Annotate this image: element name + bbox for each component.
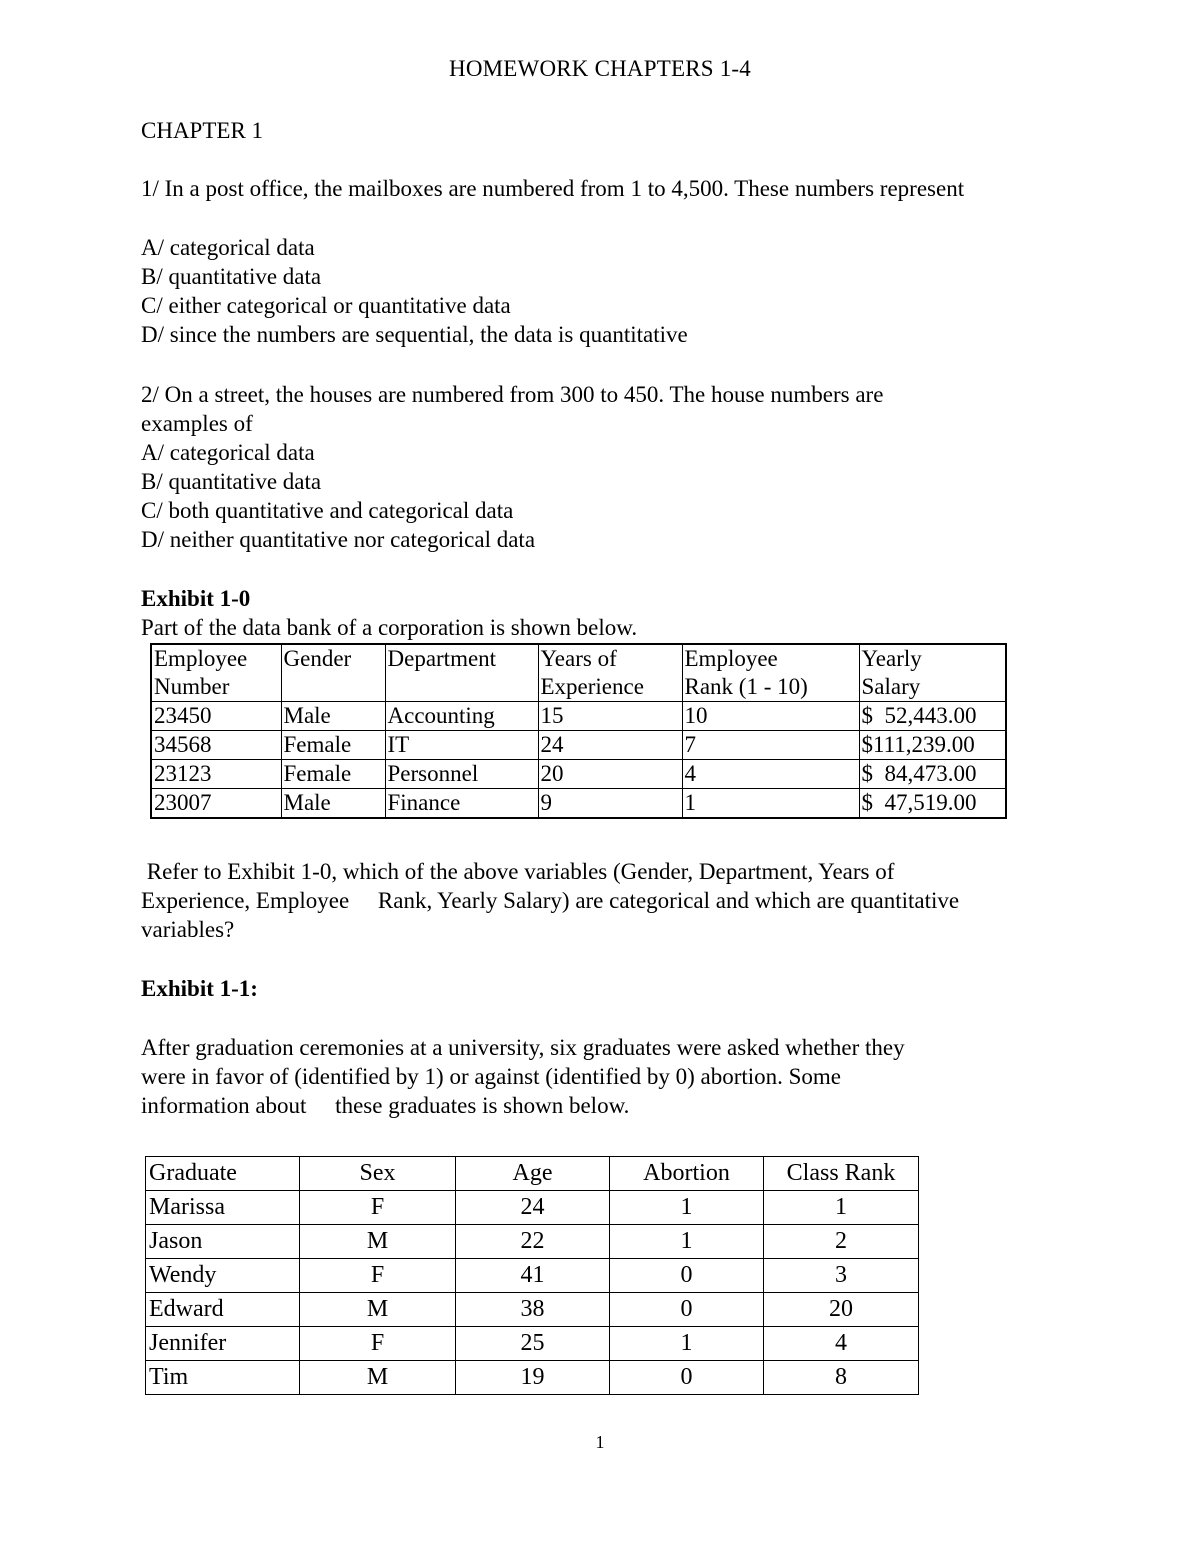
table-cell: 20 — [538, 760, 682, 789]
question-2-option-b: B/ quantitative data — [141, 469, 322, 494]
table-row — [146, 1191, 919, 1225]
table-cell: $ 47,519.00 — [859, 789, 1006, 819]
header-line: Salary — [861, 674, 921, 699]
exhibit-1-1-intro-line-1: After graduation ceremonies at a university, six graduates were asked whether they — [141, 1035, 905, 1060]
table-cell: Personnel — [385, 760, 538, 789]
header-cell — [538, 644, 682, 702]
table-row — [146, 1293, 919, 1327]
table-cell: 23123 — [151, 760, 281, 789]
table-row — [151, 760, 1006, 789]
table-cell: F — [300, 1191, 456, 1225]
table-row — [151, 789, 1006, 819]
table-cell: Finance — [385, 789, 538, 819]
table-cell: 38 — [456, 1293, 610, 1327]
question-2-option-d: D/ neither quantitative nor categorical data — [141, 527, 536, 552]
table-cell: 23450 — [151, 702, 281, 731]
graduates-table — [145, 1156, 919, 1395]
table-cell: IT — [385, 731, 538, 760]
table-cell: F — [300, 1259, 456, 1293]
table-cell: 34568 — [151, 731, 281, 760]
page-title: HOMEWORK CHAPTERS 1-4 — [449, 56, 751, 81]
table-cell: Marissa — [146, 1191, 300, 1225]
exhibit-1-0-heading: Exhibit 1-0 — [141, 586, 251, 611]
table-row — [151, 731, 1006, 760]
table-cell: 1 — [764, 1191, 919, 1225]
table-cell: 10 — [682, 702, 859, 731]
table-cell: 23007 — [151, 789, 281, 819]
header-cell: Sex — [300, 1157, 456, 1191]
header-cell: Graduate — [146, 1157, 300, 1191]
exhibit-1-1-intro-line-2: were in favor of (identified by 1) or against (identified by 0) abortion. Some — [141, 1064, 842, 1089]
table-header-row — [151, 644, 1006, 702]
header-line: Gender — [283, 646, 352, 671]
table-cell: 0 — [610, 1293, 764, 1327]
question-1-option-d: D/ since the numbers are sequential, the data is quantitative — [141, 322, 688, 347]
table-cell: 3 — [764, 1259, 919, 1293]
header-line: Number — [154, 674, 230, 699]
employee-table — [150, 643, 1007, 819]
question-2-option-c: C/ both quantitative and categorical data — [141, 498, 514, 523]
table-cell: Tim — [146, 1361, 300, 1395]
table-cell: M — [300, 1225, 456, 1259]
table-cell: 2 — [764, 1225, 919, 1259]
header-cell: Age — [456, 1157, 610, 1191]
header-cell — [682, 644, 859, 702]
table-cell: 4 — [682, 760, 859, 789]
table-cell: Edward — [146, 1293, 300, 1327]
table-cell: Accounting — [385, 702, 538, 731]
header-line: Employee — [684, 646, 778, 671]
table-cell: 1 — [610, 1191, 764, 1225]
question-2-stem-cont: examples of — [141, 411, 253, 436]
table-cell: 4 — [764, 1327, 919, 1361]
table-cell: 22 — [456, 1225, 610, 1259]
chapter-heading: CHAPTER 1 — [141, 118, 264, 143]
table-cell: Male — [281, 789, 385, 819]
exhibit-1-0-intro: Part of the data bank of a corporation is shown below. — [141, 615, 638, 640]
header-cell — [281, 644, 385, 702]
table-cell: 15 — [538, 702, 682, 731]
table-cell: Female — [281, 731, 385, 760]
exhibit-1-0-question-line-3: variables? — [141, 917, 235, 942]
header-line: Rank (1 - 10) — [684, 674, 808, 699]
table-cell: $111,239.00 — [859, 731, 1006, 760]
table-cell: 1 — [682, 789, 859, 819]
header-line: Department — [387, 646, 497, 671]
question-1-stem: 1/ In a post office, the mailboxes are numbered from 1 to 4,500. These numbers represent — [141, 176, 965, 201]
table-row — [146, 1225, 919, 1259]
table-cell: F — [300, 1327, 456, 1361]
header-cell — [151, 644, 281, 702]
table-cell: 0 — [610, 1361, 764, 1395]
header-line: Experience — [540, 674, 644, 699]
table-cell: 20 — [764, 1293, 919, 1327]
table-cell: 0 — [610, 1259, 764, 1293]
table-cell: M — [300, 1361, 456, 1395]
table-cell: 1 — [610, 1327, 764, 1361]
table-cell: 41 — [456, 1259, 610, 1293]
table-cell: $ 52,443.00 — [859, 702, 1006, 731]
exhibit-1-0-question-line-1: Refer to Exhibit 1-0, which of the above variables (Gender, Department, Years of — [141, 859, 895, 884]
exhibit-1-0-question-line-2: Experience, Employee Rank, Yearly Salary) are categorical and which are quantitative — [141, 888, 960, 913]
header-cell: Class Rank — [764, 1157, 919, 1191]
header-line: Yearly — [861, 646, 922, 671]
page-number: 1 — [595, 1432, 605, 1452]
header-line: Employee — [154, 646, 248, 671]
table-cell: M — [300, 1293, 456, 1327]
question-2-stem: 2/ On a street, the houses are numbered from 300 to 450. The house numbers are — [141, 382, 884, 407]
table-cell: 24 — [538, 731, 682, 760]
table-cell: 7 — [682, 731, 859, 760]
table-header-row — [146, 1157, 919, 1191]
table-row — [146, 1327, 919, 1361]
table-row — [146, 1259, 919, 1293]
header-cell: Abortion — [610, 1157, 764, 1191]
table-cell: 9 — [538, 789, 682, 819]
table-cell: Jennifer — [146, 1327, 300, 1361]
table-cell: 25 — [456, 1327, 610, 1361]
table-cell: 8 — [764, 1361, 919, 1395]
header-cell — [385, 644, 538, 702]
table-row — [146, 1361, 919, 1395]
table-cell: Wendy — [146, 1259, 300, 1293]
question-1-option-a: A/ categorical data — [141, 235, 315, 260]
table-cell: 1 — [610, 1225, 764, 1259]
table-cell: Female — [281, 760, 385, 789]
question-2-option-a: A/ categorical data — [141, 440, 315, 465]
question-1-option-c: C/ either categorical or quantitative data — [141, 293, 511, 318]
header-cell — [859, 644, 1006, 702]
table-cell: $ 84,473.00 — [859, 760, 1006, 789]
table-cell: 24 — [456, 1191, 610, 1225]
header-line: Years of — [540, 646, 617, 671]
exhibit-1-1-heading: Exhibit 1-1: — [141, 976, 258, 1001]
exhibit-1-1-intro-line-3: information about these graduates is shown below. — [141, 1093, 630, 1118]
table-cell: 19 — [456, 1361, 610, 1395]
table-row — [151, 702, 1006, 731]
table-cell: Jason — [146, 1225, 300, 1259]
question-1-option-b: B/ quantitative data — [141, 264, 322, 289]
table-cell: Male — [281, 702, 385, 731]
